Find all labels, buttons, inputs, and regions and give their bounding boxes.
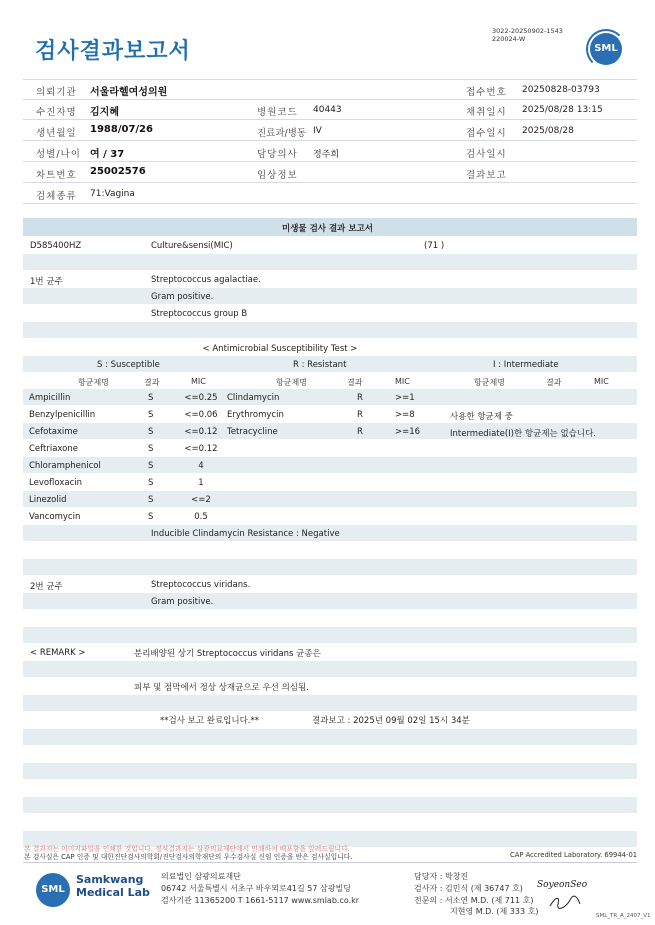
institution-value: 서울라헬여성의원 [90, 87, 168, 98]
test-name: Culture&sensi(MIC) [151, 241, 233, 251]
sml-logo: SML [590, 33, 622, 65]
drug-name: Chloramphenicol [29, 461, 101, 471]
drug-mic: >=1 [395, 393, 415, 403]
legend-resistant: R : Resistant [293, 360, 347, 370]
col-result-header: 결과 [546, 378, 562, 387]
col-result-header: 결과 [347, 378, 363, 387]
brand-name [76, 873, 150, 899]
drug-mic: <=0.12 [184, 444, 218, 454]
receipt-no-label: 접수번호 [466, 87, 507, 98]
staff-tester: 검사자 : 김민식 (제 36747 호) [414, 884, 523, 893]
drug-mic: >=8 [395, 410, 415, 420]
col-mic-header: MIC [191, 377, 206, 386]
drug-result: R [357, 393, 363, 403]
drug-name: Clindamycin [227, 393, 280, 403]
brand-line1: Samkwang [76, 873, 144, 886]
staff-specialist2: 지현영 M.D. (제 333 호) [450, 907, 539, 916]
drug-mic: <=0.06 [184, 410, 218, 420]
organism1-line: Gram positive. [151, 292, 214, 302]
col-drug-header: 항균제명 [78, 378, 109, 387]
receipt-date-label: 접수일시 [466, 128, 507, 139]
document-id [492, 27, 563, 43]
drug-name: Cefotaxime [29, 427, 78, 437]
drug-mic: <=2 [191, 495, 211, 505]
staff-manager: 담당자 : 박창진 [414, 872, 469, 881]
drug-result: S [148, 461, 154, 471]
doc-id-line1: 3022-20250902-1543 [492, 27, 563, 35]
drug-result: R [357, 427, 363, 437]
hospital-code-value: 40443 [313, 105, 342, 115]
drug-name: Benzylpenicillin [29, 410, 96, 420]
birth-label: 생년월일 [36, 128, 77, 139]
report-label: 결과보고 [466, 170, 507, 181]
remark-label: < REMARK > [30, 648, 86, 658]
patient-name-label: 수진자명 [36, 107, 77, 118]
hospital-code-label: 병원코드 [257, 107, 298, 118]
drug-result: S [148, 427, 154, 437]
sex-age-value: 여 / 37 [90, 149, 125, 160]
clinical-info-label: 임상정보 [257, 170, 298, 181]
drug-mic: 0.5 [194, 512, 208, 522]
drug-name: Ampicillin [29, 393, 71, 403]
org-name: 의료법인 삼광의료재단 [161, 872, 241, 881]
intermediate-note: 사용한 항균제 중 [450, 412, 513, 422]
dept-label: 진료과/병동 [257, 128, 307, 139]
drug-name: Levofloxacin [29, 478, 83, 488]
chart-no-label: 차트번호 [36, 170, 77, 181]
report-title: 검사결과보고서 [35, 39, 191, 64]
intermediate-note: Intermediate(I)한 항균제는 없습니다. [450, 429, 596, 439]
receipt-no-value: 20250828-03793 [522, 85, 600, 95]
doc-id-line2: 220024-W [492, 35, 526, 43]
drug-result: S [148, 512, 154, 522]
collect-date-label: 채취일시 [466, 107, 507, 118]
organism1-label: 1번 균주 [30, 277, 63, 287]
image-notice: 본 결과지는 이미지파일을 인쇄한 것입니다. 정식결과지는 삼광의료재단에서 인쇄하여 배포함을 알려드립니다. [24, 845, 350, 853]
org-address: 06742 서울특별시 서초구 바우뫼로41길 57 삼광빌딩 [161, 884, 351, 893]
organism1-line: Streptococcus group B [151, 309, 248, 319]
form-code: SML_TR_A_2407_V1 [596, 913, 651, 919]
report-complete: **검사 보고 완료입니다.** [160, 716, 260, 726]
sex-age-label: 성별/나이 [36, 149, 81, 160]
section-title: 미생물 검사 결과 보고서 [282, 224, 373, 234]
drug-mic: 1 [198, 478, 204, 488]
col-result-header: 결과 [144, 378, 160, 387]
drug-mic: <=0.25 [184, 393, 218, 403]
drug-mic: <=0.12 [184, 427, 218, 437]
dept-value: IV [313, 126, 322, 136]
drug-name: Erythromycin [227, 410, 284, 420]
drug-result: S [148, 410, 154, 420]
organism1-line: Streptococcus agalactiae. [151, 275, 261, 285]
specimen-label: 검체종류 [36, 191, 77, 202]
drug-mic: 4 [198, 461, 204, 471]
drug-result: S [148, 495, 154, 505]
doctor-label: 담당의사 [257, 149, 298, 160]
staff-specialist: 전문의 : 서소연 M.D. (제 711 호) [414, 896, 534, 905]
ast-title: < Antimicrobial Susceptibility Test > [202, 344, 358, 354]
org-contact: 검사기관 11365200 T 1661-5117 www.smlab.co.kr [161, 896, 360, 905]
signature: SoyeonSeo [537, 880, 588, 890]
specimen-value: 71:Vagina [90, 189, 135, 199]
institution-label: 의뢰기관 [36, 87, 77, 98]
doctor-value: 정주희 [313, 150, 340, 160]
drug-result: R [357, 410, 363, 420]
drug-name: Linezolid [29, 495, 67, 505]
test-number: (71 ) [424, 241, 445, 251]
cap-accreditation: CAP Accredited Laboratory. 69944-01 [510, 851, 638, 859]
drug-name: Vancomycin [29, 512, 81, 522]
col-mic-header: MIC [594, 377, 609, 386]
test-date-label: 검사일시 [466, 149, 507, 160]
drug-mic: >=16 [395, 427, 421, 437]
brand-line2: Medical Lab [76, 886, 150, 899]
patient-name-value: 김지혜 [90, 107, 119, 118]
drug-result: S [148, 478, 154, 488]
drug-name: Tetracycline [227, 427, 278, 437]
remark-line: 분리배양된 상기 Streptococcus viridans 균종은 [134, 649, 321, 659]
birth-value: 1988/07/26 [90, 124, 153, 135]
inducible-clindamycin: Inducible Clindamycin Resistance : Negative [151, 529, 340, 539]
col-drug-header: 항균제명 [474, 378, 505, 387]
collect-date-value: 2025/08/28 13:15 [522, 105, 603, 115]
drug-result: S [148, 393, 154, 403]
test-code: D585400HZ [30, 241, 82, 251]
organism2-line: Streptococcus viridans. [151, 580, 251, 590]
receipt-date-value: 2025/08/28 [522, 126, 574, 136]
legend-intermediate: I : Intermediate [493, 360, 559, 370]
drug-name: Ceftriaxone [29, 444, 78, 454]
certification-notice: 본 검사실은 CAP 인증 및 대한진단검사의학회/진단검사의학재단의 우수검사실 신임 인증을 받은 검사실입니다. [24, 853, 353, 861]
legend-susceptible: S : Susceptible [97, 360, 160, 370]
signature-scribble [548, 894, 582, 914]
report-time: 결과보고 : 2025년 09월 02일 15시 34분 [312, 716, 470, 726]
col-mic-header: MIC [395, 377, 410, 386]
drug-result: S [148, 444, 154, 454]
organism2-line: Gram positive. [151, 597, 214, 607]
remark-line: 피부 및 점막에서 정상 상재균으로 우선 의심됨. [134, 683, 309, 693]
chart-no-value: 25002576 [90, 166, 146, 177]
col-drug-header: 항균제명 [276, 378, 307, 387]
organism2-label: 2번 균주 [30, 582, 63, 592]
footer-sml-logo: SML [36, 873, 70, 907]
